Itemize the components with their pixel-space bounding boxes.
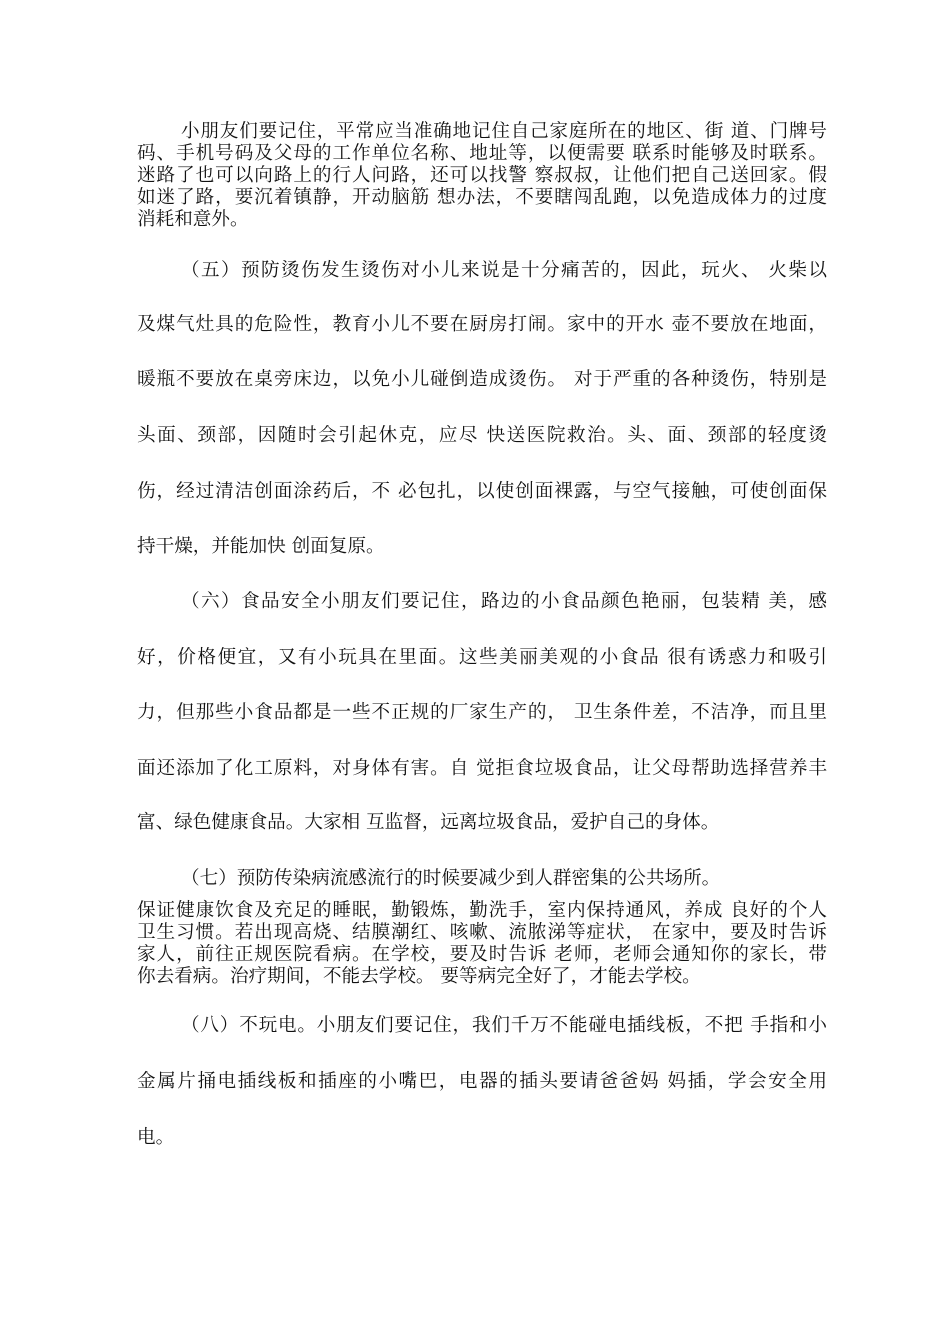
- paragraph-4-line-2: 保证健康饮食及充足的睡眠，勤锻炼，勤洗手，室内保持通风，养成 良好的个人: [137, 900, 827, 921]
- paragraph-4-line-3: 卫生习惯。若出现高烧、结膜潮红、咳嗽、流脓涕等症状， 在家中，要及时告诉: [137, 922, 827, 943]
- paragraph-2-line-3: 暖瓶不要放在桌旁床边，以免小儿碰倒造成烫伤。 对于严重的各种烫伤，特别是: [137, 369, 827, 390]
- paragraph-2-line-2: 及煤气灶具的危险性，教育小儿不要在厨房打闹。家中的开水 壶不要放在地面，: [137, 314, 827, 335]
- paragraph-5-line-1: （八）不玩电。小朋友们要记住，我们千万不能碰电插线板，不把 手指和小: [181, 1015, 827, 1036]
- paragraph-4-line-1: （七）预防传染病流感流行的时候要减少到人群密集的公共场所。: [181, 868, 721, 889]
- paragraph-3-line-4: 面还添加了化工原料，对身体有害。自 觉拒食垃圾食品，让父母帮助选择营养丰: [137, 758, 827, 779]
- paragraph-4-line-5: 你去看病。治疗期间，不能去学校。 要等病完全好了，才能去学校。: [137, 966, 701, 987]
- paragraph-3-line-3: 力，但那些小食品都是一些不正规的厂家生产的， 卫生条件差，不洁净，而且里: [137, 702, 827, 723]
- paragraph-5-line-3: 电。: [137, 1127, 175, 1148]
- paragraph-5-line-2: 金属片捅电插线板和插座的小嘴巴，电器的插头要请爸爸妈 妈插，学会安全用: [137, 1071, 827, 1092]
- paragraph-2-line-1: （五）预防烫伤发生烫伤对小儿来说是十分痛苦的，因此，玩火、 火柴以: [181, 260, 827, 281]
- paragraph-3-line-2: 好，价格便宜，又有小玩具在里面。这些美丽美观的小食品 很有诱惑力和吸引: [137, 647, 827, 668]
- paragraph-2-line-6: 持干燥，并能加快 创面复原。: [137, 536, 385, 557]
- paragraph-1-line-4: 如迷了路，要沉着镇静，开动脑筋 想办法，不要瞎闯乱跑，以免造成体力的过度: [137, 187, 827, 208]
- paragraph-2-line-5: 伤，经过清洁创面涂药后，不 必包扎，以使创面裸露，与空气接触，可使创面保: [137, 481, 827, 502]
- paragraph-2-line-4: 头面、颈部，因随时会引起休克，应尽 快送医院救治。头、面、颈部的轻度烫: [137, 425, 827, 446]
- paragraph-1-line-5: 消耗和意外。: [137, 209, 249, 230]
- paragraph-3-line-1: （六）食品安全小朋友们要记住，路边的小食品颜色艳丽，包装精 美，感: [181, 591, 827, 612]
- paragraph-1-line-3: 迷路了也可以向路上的行人问路，还可以找警 察叔叔，让他们把自己送回家。假: [137, 165, 827, 186]
- paragraph-1-line-1: 小朋友们要记住，平常应当准确地记住自己家庭所在的地区、街 道、门牌号: [181, 121, 827, 142]
- paragraph-3-line-5: 富、绿色健康食品。大家相 互监督，远离垃圾食品，爱护自己的身体。: [137, 812, 720, 833]
- paragraph-4-line-4: 家人，前往正规医院看病。在学校，要及时告诉 老师，老师会通知你的家长，带: [137, 944, 827, 965]
- paragraph-1-line-2: 码、手机号码及父母的工作单位名称、地址等，以便需要 联系时能够及时联系。: [137, 143, 827, 164]
